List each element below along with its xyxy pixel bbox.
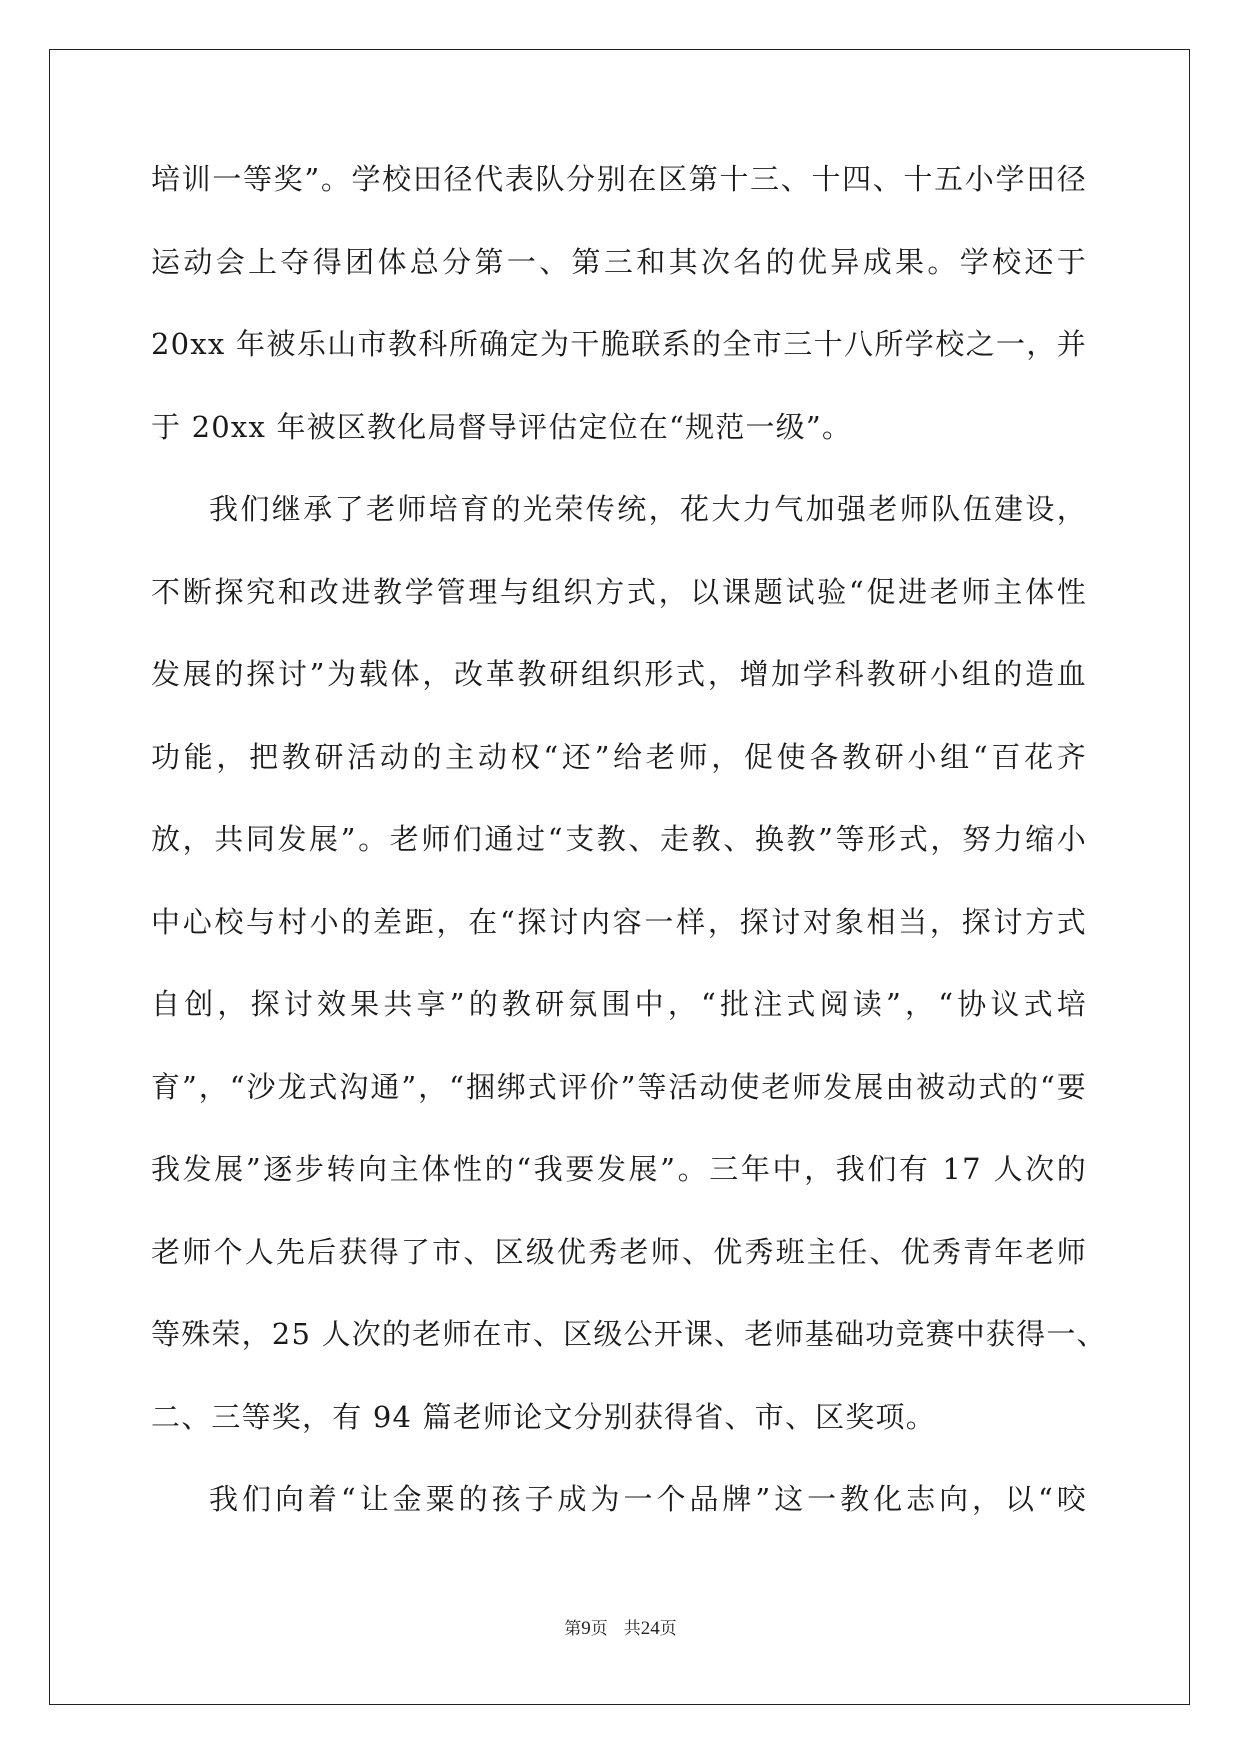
text-line: 二、三等奖，有 94 篇老师论文分别获得省、市、区奖项。: [151, 1399, 936, 1434]
text-line: 等殊荣，25 人次的老师在市、区级公开课、老师基础功竞赛中获得一、: [151, 1317, 1107, 1351]
total-prefix: 共: [623, 1619, 641, 1639]
text-line: 自创，探讨效果共享”的教研氛围中，“批注式阅读”，“协议式培: [151, 987, 1087, 1021]
document-body: [151, 155, 1107, 1558]
text-line: 中心校与村小的差距，在“探讨内容一样，探讨对象相当，探讨方式: [151, 904, 1087, 939]
page-prefix: 第: [564, 1619, 582, 1639]
total-pages: 24: [640, 1618, 660, 1639]
text-line: 老师个人先后获得了市、区级优秀老师、优秀班主任、优秀青年老师: [151, 1234, 1087, 1269]
text-line: 于 20xx 年被区教化局督导评估定位在“规范一级”。: [151, 409, 853, 444]
text-line: 放，共同发展”。老师们通过“支教、走教、换教”等形式，努力缩小: [151, 822, 1087, 856]
paragraph-first-line: 我们继承了老师培育的光荣传统，花大力气加强老师队伍建设，: [209, 492, 1087, 526]
page-footer: [0, 1617, 1241, 1641]
text-line: 运动会上夺得团体总分第一、第三和其次名的优异成果。学校还于: [151, 244, 1087, 279]
total-suffix: 页: [659, 1619, 677, 1639]
text-line: 培训一等奖”。学校田径代表队分别在区第十三、十四、十五小学田径: [151, 162, 1087, 196]
text-line: 不断探究和改进教学管理与组织方式，以课题试验“促进老师主体性: [151, 574, 1087, 609]
text-line: 育”，“沙龙式沟通”，“捆绑式评价”等活动使老师发展由被动式的“要: [151, 1069, 1087, 1104]
text-line: 20xx 年被乐山市教科所确定为干脆联系的全市三十八所学校之一，并: [151, 327, 1087, 361]
paragraph-first-line: 我们向着“让金粟的孩子成为一个品牌”这一教化志向，以“咬: [209, 1482, 1087, 1516]
page-number: 9: [581, 1618, 591, 1639]
text-line: 功能，把教研活动的主动权“还”给老师，促使各教研小组“百花齐: [151, 739, 1087, 774]
page-suffix: 页: [590, 1619, 608, 1639]
text-line: 发展的探讨”为载体，改革教研组织形式，增加学科教研小组的造血: [151, 657, 1087, 691]
text-line: 我发展”逐步转向主体性的“我要发展”。三年中，我们有 17 人次的: [151, 1152, 1087, 1186]
